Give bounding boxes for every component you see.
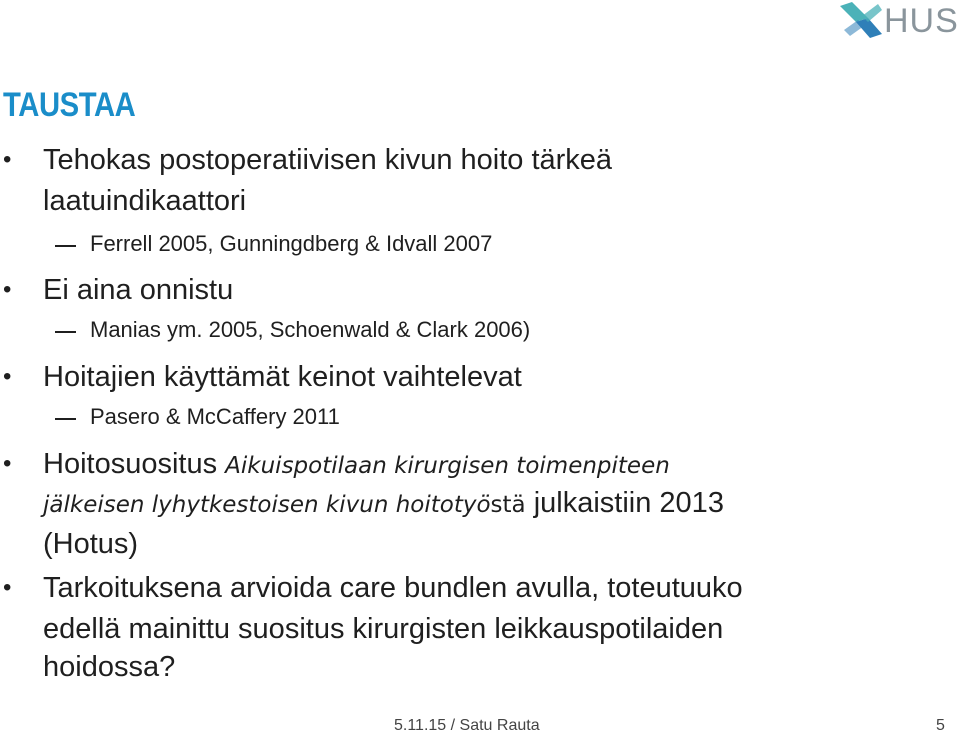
logo-text: HUS — [884, 2, 959, 40]
bullet-2-line-1: Ei aina onnistu — [43, 274, 234, 306]
bullet-4-prefix: Hoitosuositus — [43, 448, 226, 480]
bullet-1-sub-1: Ferrell 2005, Gunningdberg & Idvall 2007 — [90, 231, 493, 256]
bullet-4-italic-1: Aikuispotilaan kirurgisen toimenpiteen — [225, 453, 670, 479]
bullet-2-sub-1: Manias ym. 2005, Schoenwald & Clark 2006) — [90, 317, 531, 342]
bullet-4-line-1 — [43, 450, 670, 479]
bullet-5-line-3: hoidossa? — [43, 651, 176, 683]
sub-dash — [55, 331, 76, 333]
bullet-4-suffix: julkaistiin 2013 — [525, 487, 724, 519]
page-number: 5 — [936, 717, 945, 734]
bullet-dot: • — [3, 450, 12, 477]
bullet-3-line-1: Hoitajien käyttämät keinot vaihtelevat — [43, 361, 522, 393]
sub-dash — [55, 245, 76, 247]
bullet-4-line-2 — [43, 489, 724, 518]
bullet-dot: • — [3, 146, 12, 173]
hus-logo-mark-icon — [838, 0, 884, 40]
bullet-dot: • — [3, 276, 12, 303]
bullet-3-sub-1: Pasero & McCaffery 2011 — [90, 404, 340, 429]
sub-dash — [55, 418, 76, 420]
bullet-4-italic-2: jälkeisen lyhytkestoisen kivun hoitotyö — [43, 492, 491, 518]
hus-logo — [838, 0, 960, 52]
bullet-5-line-1: Tarkoituksena arvioida care bundlen avulla, toteutuuko — [43, 572, 743, 604]
bullet-4-upright: stä — [490, 492, 526, 518]
footer-text: 5.11.15 / Satu Rauta — [394, 717, 540, 734]
bullet-1-line-1: Tehokas postoperatiivisen kivun hoito tärkeä — [43, 144, 613, 176]
bullet-dot: • — [3, 574, 12, 601]
bullet-4-line-3: (Hotus) — [43, 528, 139, 560]
slide-title: TAUSTAA — [3, 86, 136, 124]
bullet-dot: • — [3, 363, 12, 390]
bullet-1-line-2: laatuindikaattori — [43, 185, 247, 217]
bullet-5-line-2: edellä mainittu suositus kirurgisten leikkauspotilaiden — [43, 613, 724, 645]
